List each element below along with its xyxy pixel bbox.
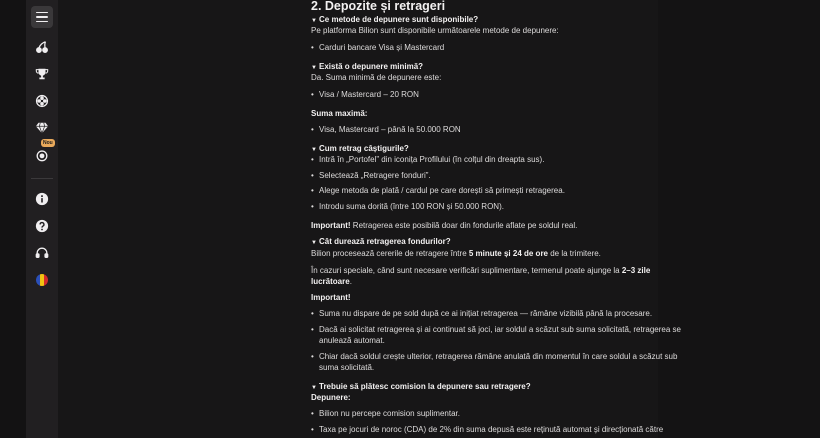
faq-question-minimum-deposit[interactable] bbox=[311, 62, 423, 73]
menu-line bbox=[36, 12, 48, 14]
bold-span: 5 minute și 24 de ore bbox=[468, 249, 548, 258]
expand-triangle-icon: ▼ bbox=[311, 147, 317, 153]
help-icon bbox=[35, 219, 49, 233]
sidebar-item-info[interactable] bbox=[33, 190, 51, 208]
list-item: • Visa / Mastercard – 20 RON bbox=[311, 90, 419, 100]
sidebar-item-vip[interactable] bbox=[33, 119, 51, 137]
bold-span: 2–3 zile bbox=[621, 266, 651, 275]
paragraph bbox=[311, 249, 601, 259]
text-span: de la trimitere. bbox=[548, 249, 601, 258]
hamburger-menu-button[interactable] bbox=[31, 6, 53, 28]
question-text: Trebuie să plătesc comision la depunere sau retragere? bbox=[319, 382, 531, 391]
question-text: Cum retrag câștigurile? bbox=[319, 144, 409, 153]
sidebar-item-slots[interactable] bbox=[33, 38, 51, 56]
list-item-continuation: suma solicitată. bbox=[319, 363, 375, 372]
list-item: • Introdu suma dorită (între 100 RON și 50.000 RON). bbox=[311, 202, 504, 212]
menu-line bbox=[36, 21, 48, 23]
sidebar-item-help[interactable] bbox=[33, 217, 51, 235]
flag-stripe-red bbox=[44, 274, 48, 286]
list-item: • Chiar dacă soldul crește ulterior, retragerea rămâne anulată din momentul în care soldul a scăzut sub bbox=[311, 352, 677, 362]
list-item-continuation: anulează automat. bbox=[319, 336, 385, 345]
paragraph: Da. Suma minimă de depunere este: bbox=[311, 73, 442, 82]
list-item: • Carduri bancare Visa și Mastercard bbox=[311, 43, 444, 53]
question-text: Ce metode de depunere sunt disponibile? bbox=[319, 15, 479, 24]
left-gutter bbox=[0, 0, 26, 438]
text-span: Bilion procesează cererile de retragere între bbox=[311, 249, 469, 258]
faq-question-fees[interactable] bbox=[311, 382, 531, 393]
question-text: Cât durează retragerea fondurilor? bbox=[319, 237, 451, 246]
important-text: Retragerea este posibilă doar din fondurile aflate pe soldul real. bbox=[350, 221, 578, 230]
text-span: În cazuri speciale, când sunt necesare verificări suplimentare, termenul poate ajunge la bbox=[311, 266, 622, 275]
section-title: 2. Depozite și retrageri bbox=[311, 0, 446, 13]
sidebar-item-language[interactable] bbox=[33, 271, 51, 289]
sidebar-item-support[interactable] bbox=[33, 244, 51, 262]
list-item: • Selectează „Retragere fonduri”. bbox=[311, 171, 431, 181]
list-item: • Taxa pe jocuri de noroc (CDA) de 2% din suma depusă este reținută automat și direcționată către bbox=[311, 425, 663, 435]
faq-question-withdraw-duration[interactable] bbox=[311, 237, 451, 248]
question-text: Există o depunere minimă? bbox=[319, 62, 424, 71]
live-roulette-icon bbox=[35, 148, 49, 162]
sidebar-item-live-casino[interactable] bbox=[33, 140, 53, 164]
sidebar-divider bbox=[31, 178, 53, 179]
expand-triangle-icon: ▼ bbox=[311, 385, 317, 391]
list-item: • Suma nu dispare de pe sold după ce ai inițiat retragerea — rămâne vizibilă până la procesare. bbox=[311, 309, 652, 319]
sidebar-item-tournaments[interactable] bbox=[33, 65, 51, 83]
faq-question-withdraw[interactable] bbox=[311, 144, 409, 155]
list-item: • Alege metoda de plată / cardul pe care dorești să primești retragerea. bbox=[311, 186, 565, 196]
list-item: • Bilion nu percepe comision suplimentar. bbox=[311, 409, 460, 419]
expand-triangle-icon: ▼ bbox=[311, 65, 317, 71]
romania-flag-icon bbox=[36, 274, 48, 286]
sidebar-item-live-games[interactable] bbox=[33, 92, 51, 110]
trophy-icon bbox=[35, 67, 49, 81]
sidebar bbox=[26, 0, 58, 438]
diamond-icon bbox=[35, 121, 49, 135]
paragraph bbox=[311, 266, 650, 276]
support-headset-icon bbox=[35, 246, 49, 260]
new-badge: Nou bbox=[43, 140, 53, 146]
list-item: • Dacă ai solicitat retragerea și ai continuat să joci, iar soldul a scăzut sub suma solicitată, retragerea se bbox=[311, 325, 681, 335]
info-icon bbox=[35, 192, 49, 206]
cherries-icon bbox=[35, 40, 49, 54]
paragraph-continuation bbox=[311, 277, 352, 287]
list-item: • Intră în „Portofel” din iconița Profilului (în colțul din dreapta sus). bbox=[311, 155, 544, 165]
text-span: . bbox=[349, 277, 352, 286]
important-label: Important! bbox=[311, 221, 351, 230]
max-amount-label: Suma maximă: bbox=[311, 109, 368, 118]
important-note bbox=[311, 221, 577, 231]
deposit-label: Depunere: bbox=[311, 393, 351, 402]
expand-triangle-icon: ▼ bbox=[311, 240, 317, 246]
right-gutter bbox=[658, 0, 820, 438]
expand-triangle-icon: ▼ bbox=[311, 18, 317, 24]
list-item: • Visa, Mastercard – până la 50.000 RON bbox=[311, 125, 461, 135]
paragraph: Pe platforma Bilion sunt disponibile următoarele metode de depunere: bbox=[311, 26, 559, 35]
menu-line bbox=[36, 16, 48, 18]
important-label: Important! bbox=[311, 293, 351, 302]
film-reel-icon bbox=[35, 94, 49, 108]
faq-question-deposit-methods[interactable] bbox=[311, 15, 478, 26]
bold-span: lucrătoare bbox=[311, 277, 350, 286]
